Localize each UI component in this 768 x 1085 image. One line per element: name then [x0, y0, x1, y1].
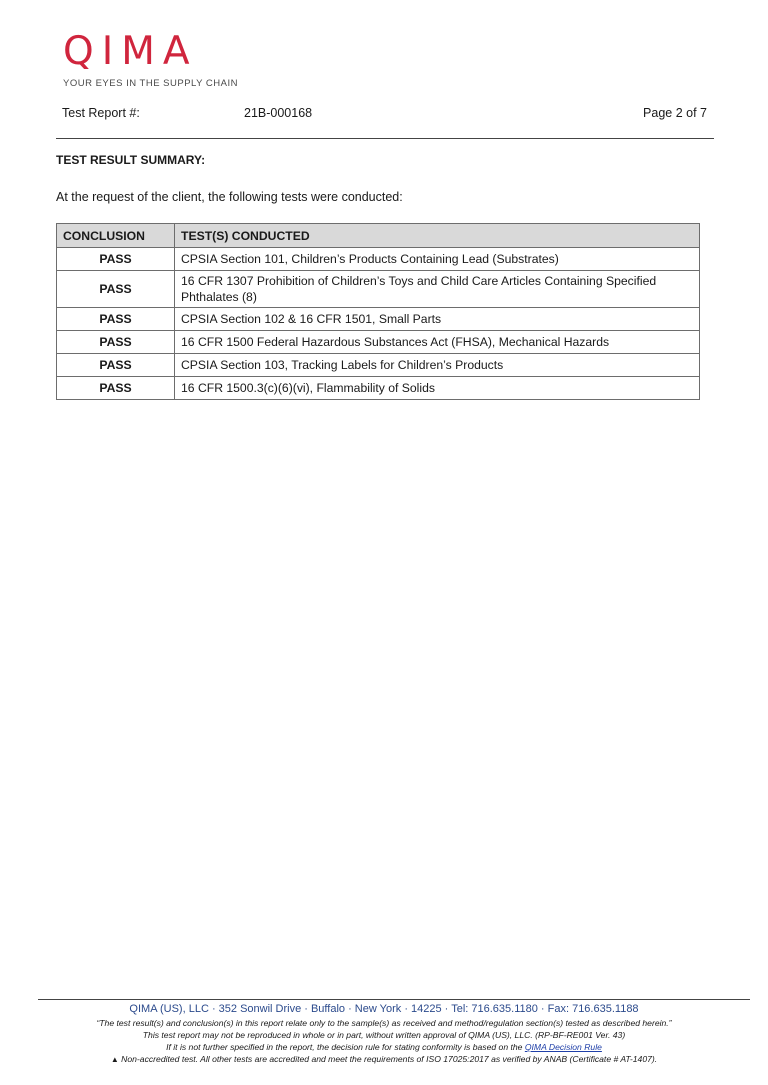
qima-logo: [63, 30, 238, 89]
intro-text: At the request of the client, the following tests were conducted:: [56, 190, 403, 204]
test-cell: 16 CFR 1500 Federal Hazardous Substances Act (FHSA), Mechanical Hazards: [175, 331, 700, 354]
accreditation-text: Non-accredited test. All other tests are accredited and meet the requirements of ISO 17025:2017 as verified by ANAB (Certificate # AT-1407).: [121, 1054, 658, 1064]
conclusion-cell: PASS: [57, 271, 175, 308]
test-cell: CPSIA Section 101, Children’s Products Containing Lead (Substrates): [175, 248, 700, 271]
report-number-label: Test Report #:: [62, 106, 140, 120]
section-title: TEST RESULT SUMMARY:: [56, 153, 206, 167]
conclusion-cell: PASS: [57, 377, 175, 400]
table-row: [57, 308, 700, 331]
test-cell: 16 CFR 1500.3(c)(6)(vi), Flammability of Solids: [175, 377, 700, 400]
table-row: [57, 248, 700, 271]
decision-rule-text: If it is not further specified in the report, the decision rule for stating conformity is based on the: [166, 1042, 523, 1052]
triangle-icon: ▲: [110, 1055, 119, 1064]
footer-decision-rule: [0, 1041, 768, 1053]
footer-reproduction-note: This test report may not be reproduced in whole or in part, without written approval of QIMA (US), LLC. (RP-BF-RE001 Ver. 43): [142, 1030, 626, 1040]
page-number: Page 2 of 7: [643, 106, 707, 120]
test-cell: CPSIA Section 103, Tracking Labels for Children’s Products: [175, 354, 700, 377]
conclusion-cell: PASS: [57, 248, 175, 271]
table-header-row: [57, 224, 700, 248]
decision-rule-link[interactable]: QIMA Decision Rule: [524, 1042, 602, 1052]
conclusion-cell: PASS: [57, 331, 175, 354]
results-table: [56, 223, 700, 400]
footer: [0, 1003, 768, 1066]
conclusion-cell: PASS: [57, 354, 175, 377]
footer-divider: [38, 999, 750, 1000]
footer-address: QIMA (US), LLC · 352 Sonwil Drive · Buffalo · New York · 14225 · Tel: 716.635.1180 · Fax: 716.635.1188: [129, 1003, 639, 1015]
logo-wordmark: QIMA: [63, 29, 198, 74]
report-number: 21B-000168: [244, 106, 313, 120]
table-row: [57, 331, 700, 354]
footer-accreditation: [0, 1053, 768, 1066]
test-cell: CPSIA Section 102 & 16 CFR 1501, Small Parts: [175, 308, 700, 331]
table-row: [57, 377, 700, 400]
header-divider: [56, 138, 714, 139]
footer-disclaimer: “The test result(s) and conclusion(s) in this report relate only to the sample(s) as received and method/regulation section(s) tested as described herein.”: [96, 1018, 672, 1028]
table-row: [57, 271, 700, 308]
conclusion-cell: PASS: [57, 308, 175, 331]
test-cell: 16 CFR 1307 Prohibition of Children’s Toys and Child Care Articles Containing Specified Phthalates (8): [175, 271, 700, 308]
logo-tagline: YOUR EYES IN THE SUPPLY CHAIN: [63, 78, 238, 89]
table-row: [57, 354, 700, 377]
column-header-conclusion: CONCLUSION: [57, 224, 175, 248]
column-header-tests: TEST(S) CONDUCTED: [175, 224, 700, 248]
